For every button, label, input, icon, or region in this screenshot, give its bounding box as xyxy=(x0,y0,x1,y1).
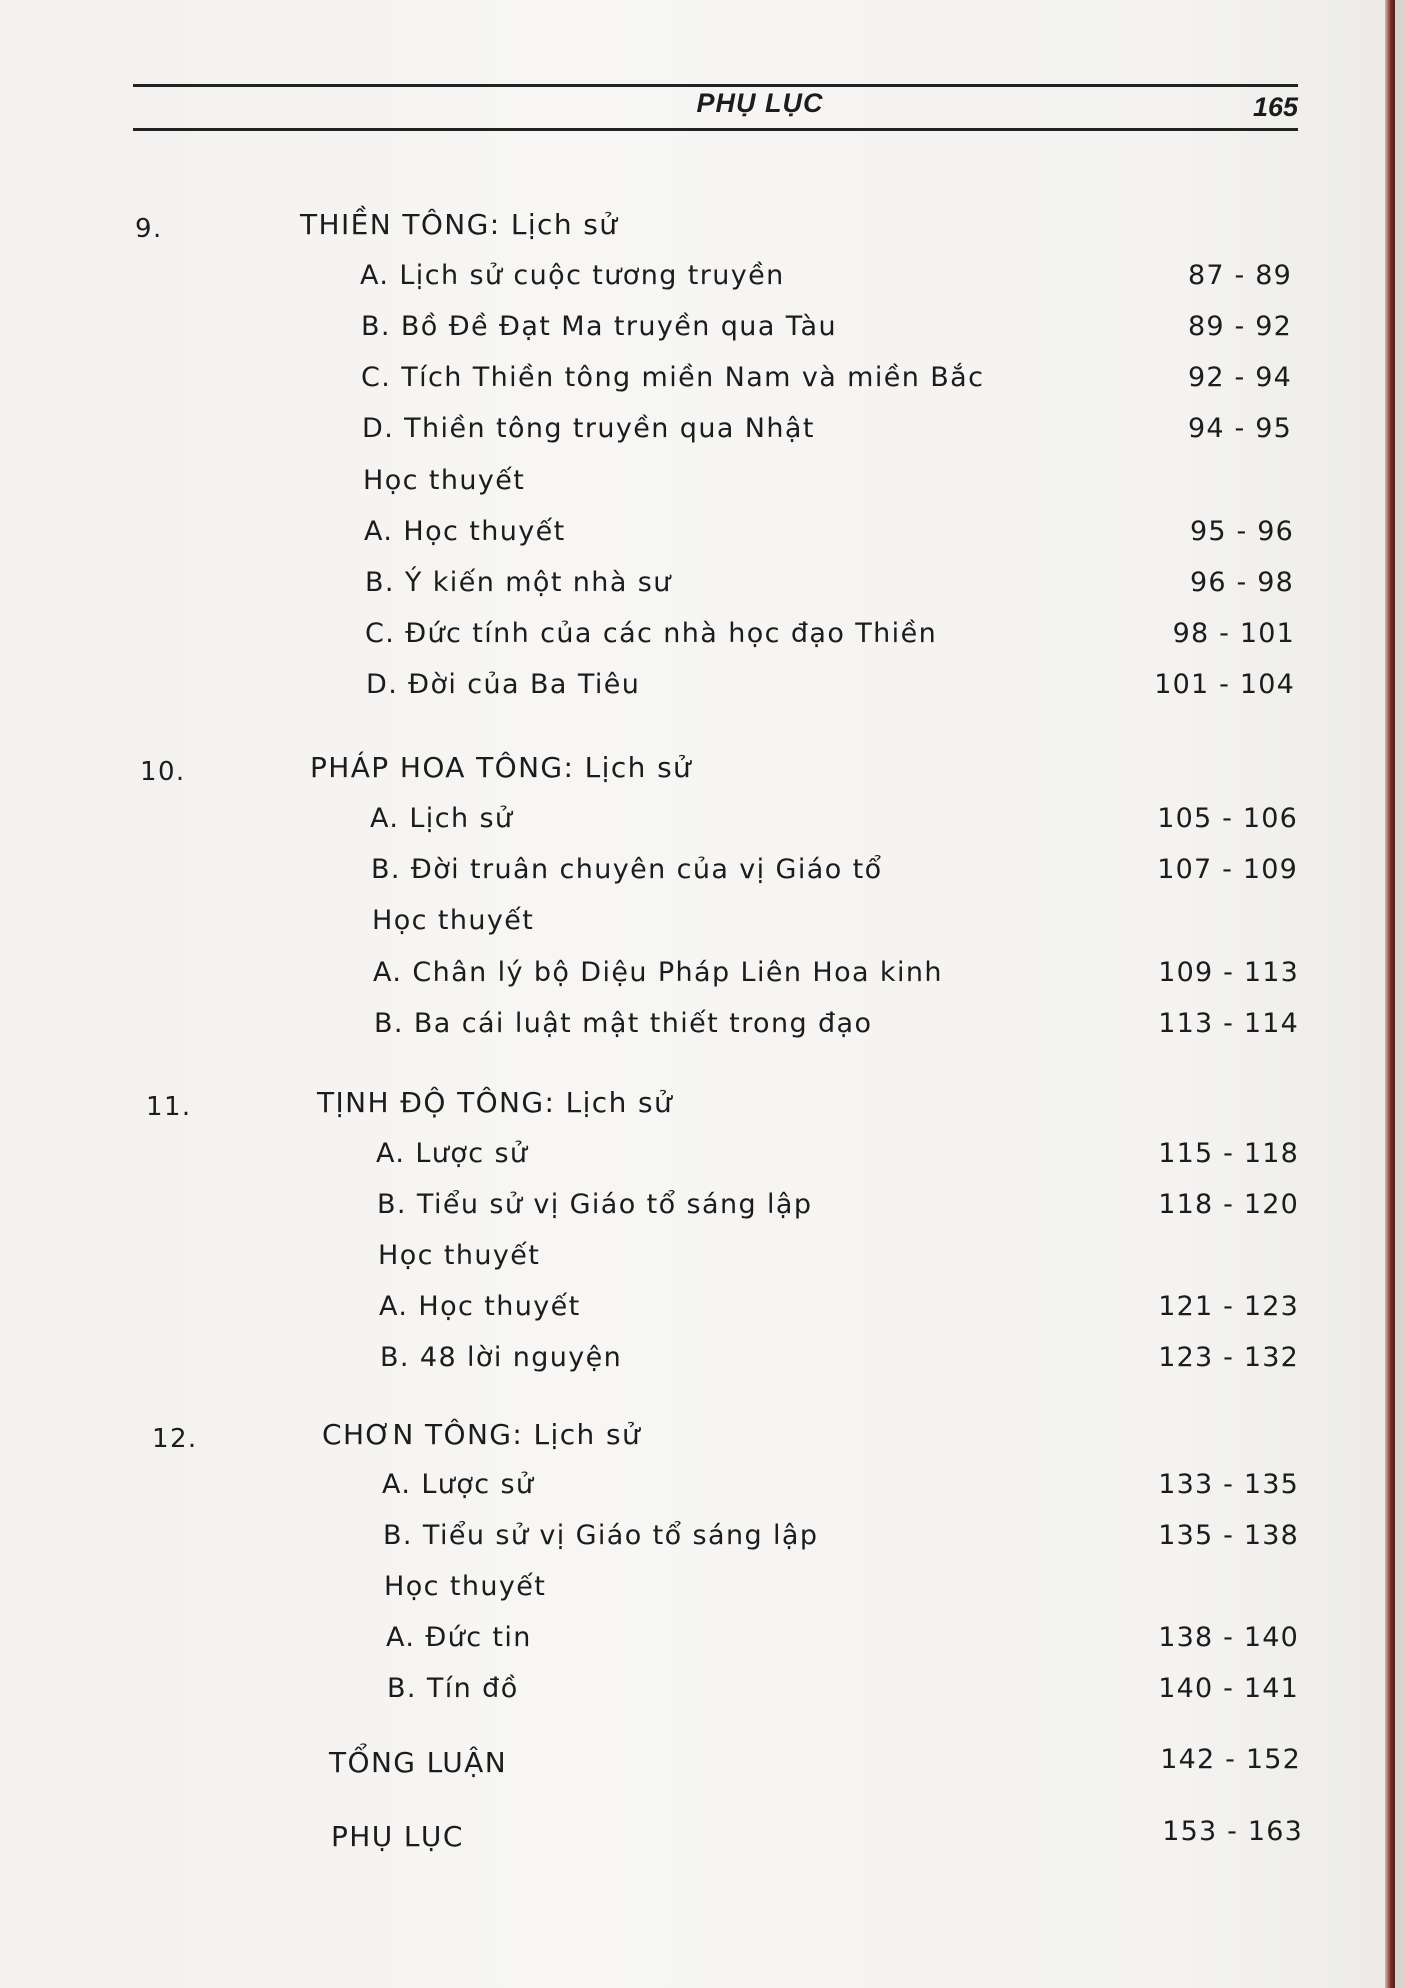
toc-entry: C. Tích Thiền tông miền Nam và miền Bắc xyxy=(361,362,985,393)
toc-entry-pages: 109 - 113 xyxy=(1158,957,1299,988)
toc-entry: B. Bồ Đề Đạt Ma truyền qua Tàu xyxy=(361,311,837,342)
toc-entry: A. Chân lý bộ Diệu Pháp Liên Hoa kinh xyxy=(373,957,943,988)
section-heading: TỊNH ĐỘ TÔNG: Lịch sử xyxy=(317,1086,674,1119)
page-number: 165 xyxy=(1252,92,1298,122)
toc-entry: B. 48 lời nguyện xyxy=(380,1342,623,1373)
toc-entry: A. Học thuyết xyxy=(379,1291,581,1322)
toc-entry-pages: 138 - 140 xyxy=(1158,1622,1299,1653)
subsection-heading: Học thuyết xyxy=(363,465,526,496)
toc-entry: B. Tín đồ xyxy=(387,1673,519,1704)
toc-entry-pages: 115 - 118 xyxy=(1158,1138,1299,1169)
section-heading: PHÁP HOA TÔNG: Lịch sử xyxy=(310,751,693,784)
section-number: 10. xyxy=(140,757,186,787)
toc-entry-pages: 92 - 94 xyxy=(1187,362,1292,393)
toc-entry: B. Ý kiến một nhà sư xyxy=(365,567,672,598)
toc-entry-pages: 98 - 101 xyxy=(1172,618,1295,649)
subsection-heading: Học thuyết xyxy=(372,905,535,936)
toc-entry-pages: 133 - 135 xyxy=(1158,1469,1299,1500)
toc-entry-pages: 153 - 163 xyxy=(1162,1816,1303,1847)
toc-entry-pages: 123 - 132 xyxy=(1158,1342,1299,1373)
toc-entry: A. Lược sử xyxy=(376,1138,529,1169)
toc-entry-pages: 107 - 109 xyxy=(1157,854,1298,885)
toc-entry-pages: 140 - 141 xyxy=(1158,1673,1299,1704)
toc-entry: B. Đời truân chuyên của vị Giáo tổ xyxy=(371,854,883,885)
toc-entry: A. Đức tin xyxy=(386,1622,532,1653)
toc-entry-pages: 94 - 95 xyxy=(1187,413,1292,444)
header-rule-bottom xyxy=(133,128,1298,131)
toc-entry-pages: 89 - 92 xyxy=(1187,311,1292,342)
section-heading: CHƠN TÔNG: Lịch sử xyxy=(322,1418,642,1451)
section-number: 11. xyxy=(146,1092,192,1122)
header-rule-top xyxy=(133,84,1298,87)
toc-entry: D. Đời của Ba Tiêu xyxy=(366,669,641,700)
toc-entry: A. Lịch sử cuộc tương truyền xyxy=(360,260,785,291)
toc-entry-pages: 105 - 106 xyxy=(1157,803,1298,834)
toc-entry-conclusion: TỔNG LUẬN xyxy=(329,1746,508,1779)
toc-entry-appendix: PHỤ LỤC xyxy=(331,1820,464,1853)
section-number: 12. xyxy=(152,1424,198,1454)
toc-entry: C. Đức tính của các nhà học đạo Thiền xyxy=(365,618,938,649)
section-number: 9. xyxy=(135,214,163,244)
subsection-heading: Học thuyết xyxy=(384,1571,547,1602)
toc-entry-pages: 101 - 104 xyxy=(1154,669,1295,700)
toc-entry-pages: 87 - 89 xyxy=(1187,260,1292,291)
toc-entry: B. Ba cái luật mật thiết trong đạo xyxy=(374,1008,873,1039)
toc-entry-pages: 135 - 138 xyxy=(1158,1520,1299,1551)
toc-entry: A. Học thuyết xyxy=(364,516,566,547)
toc-entry-pages: 118 - 120 xyxy=(1158,1189,1299,1220)
toc-entry: A. Lịch sử xyxy=(370,803,514,834)
section-heading: THIỀN TÔNG: Lịch sử xyxy=(300,208,619,241)
toc-entry: A. Lược sử xyxy=(382,1469,535,1500)
toc-entry: B. Tiểu sử vị Giáo tổ sáng lập xyxy=(383,1520,819,1551)
page-edge xyxy=(1385,0,1395,1988)
toc-entry-pages: 142 - 152 xyxy=(1160,1744,1301,1775)
toc-entry-pages: 113 - 114 xyxy=(1158,1008,1299,1039)
running-title: PHỤ LỤC xyxy=(696,88,824,118)
toc-entry: B. Tiểu sử vị Giáo tổ sáng lập xyxy=(377,1189,813,1220)
toc-entry-pages: 121 - 123 xyxy=(1158,1291,1299,1322)
toc-entry-pages: 96 - 98 xyxy=(1189,567,1294,598)
toc-entry: D. Thiền tông truyền qua Nhật xyxy=(362,413,815,444)
subsection-heading: Học thuyết xyxy=(378,1240,541,1271)
toc-entry-pages: 95 - 96 xyxy=(1189,516,1294,547)
